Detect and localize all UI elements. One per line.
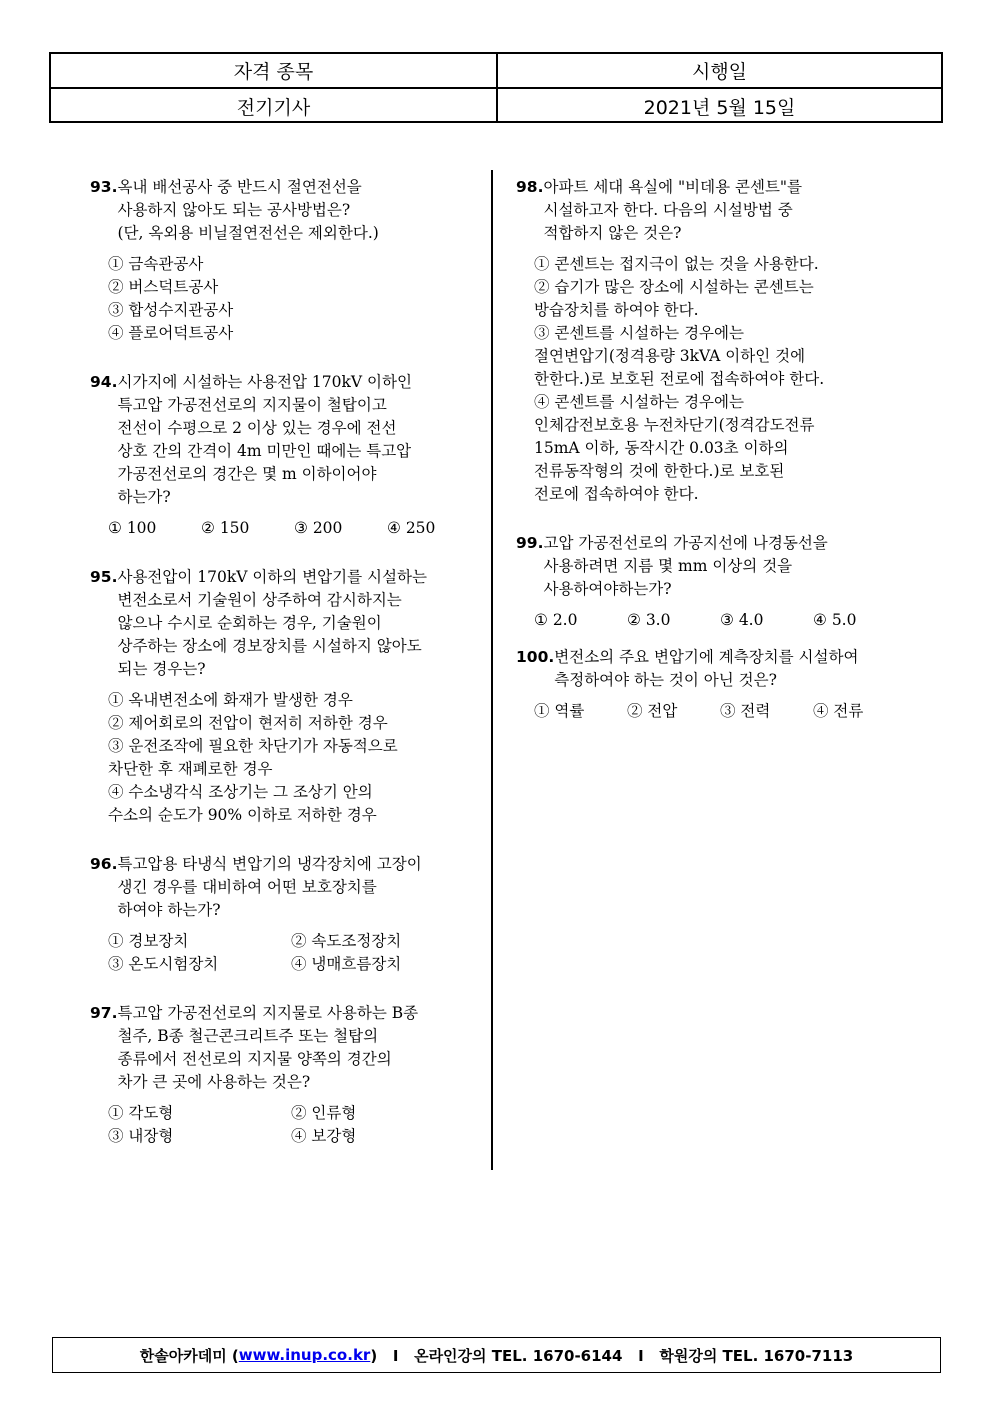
answer-option: ④ 콘센트를 시설하는 경우에는 인체감전보호용 누전차단기(정격감도전류 15mA 이하, 동작시간 0.03초 이하의 전류동작형의 것에 한한다.)로 보호된 전로에 접속하여야 한다. [534,393,815,503]
question-98 [516,176,916,506]
answer-option: ③ 콘센트를 시설하는 경우에는 절연변압기(정격용량 3kVA 이하인 것에 한한다.)로 보호된 전로에 접속하여야 한다. [534,324,825,388]
question-text: 특고압 가공전선로의 지지물로 사용하는 B종 철주, B종 철근콘크리트주 또는 철탑의 종류에서 전선로의 지지물 양쪽의 경간의 차가 큰 곳에 사용하는 것은? [117,1004,419,1091]
question-97 [90,1002,480,1148]
answer-option: ② 인류형 [291,1104,357,1122]
question-number: 94. [90,373,118,391]
question-number: 100. [516,648,555,666]
answer-option: ④ 플로어덕트공사 [108,324,234,342]
answer-option: ① 경보장치 [108,932,189,950]
answer-options [108,1102,480,1148]
answer-option: ③ 4.0 [720,611,764,629]
question-96 [90,853,480,976]
answer-option: ③ 200 [294,519,343,537]
answer-option: ① 금속관공사 [108,255,204,273]
question-stem [90,176,480,245]
question-number: 99. [516,534,544,552]
answer-option: ④ 250 [387,519,436,537]
exam-date-value: 2021년 5월 15일 [643,96,796,119]
question-number: 96. [90,855,118,873]
answer-options [108,689,480,827]
answer-option: ③ 내장형 [108,1127,174,1145]
answer-option: ① 각도형 [108,1104,174,1122]
left-column [90,176,480,1148]
answer-option: ② 제어회로의 전압이 현저히 저하한 경우 [108,714,388,732]
question-text: 변전소의 주요 변압기에 계측장치를 시설하여 측정하여야 하는 것이 아닌 것은? [554,648,859,689]
answer-options [108,930,480,976]
answer-option: ② 버스덕트공사 [108,278,219,296]
question-95 [90,566,480,827]
answer-options [108,253,480,345]
question-stem [516,176,916,245]
question-stem [90,566,480,681]
answer-option: ④ 냉매흐름장치 [291,955,402,973]
answer-options [534,253,916,506]
question-number: 98. [516,178,544,196]
answer-option: ③ 온도시험장치 [108,955,219,973]
question-text: 고압 가공전선로의 가공지선에 나경동선을 사용하려면 지름 몇 mm 이상의 것을 사용하여야하는가? [543,534,828,598]
question-99 [516,532,916,632]
question-stem [90,853,480,922]
answer-option: ① 2.0 [534,611,578,629]
question-93 [90,176,480,345]
exam-info-table [49,52,943,123]
answer-option: ② 속도조정장치 [291,932,402,950]
question-number: 93. [90,178,118,196]
question-text: 특고압용 타냉식 변압기의 냉각장치에 고장이 생긴 경우를 대비하여 어떤 보호장치를 하여야 하는가? [117,855,422,919]
qualification-value: 전기기사 [51,89,498,123]
footer [52,1337,941,1373]
answer-option: ① 100 [108,519,157,537]
answer-option: ④ 보강형 [291,1127,357,1145]
answer-options [534,609,916,632]
question-number: 95. [90,568,118,586]
question-stem [516,646,916,692]
answer-options [534,700,916,723]
question-stem [90,1002,480,1094]
column-divider [491,170,493,1170]
answer-options [108,517,480,540]
answer-option: ④ 전류 [813,702,864,720]
answer-option: ④ 5.0 [813,611,857,629]
question-number: 97. [90,1004,118,1022]
answer-option: ③ 합성수지관공사 [108,301,234,319]
exam-date-label: 시행일 [691,61,748,83]
question-100 [516,646,916,723]
answer-option: ② 전압 [627,702,678,720]
question-text: 옥내 배선공사 중 반드시 절연전선을 사용하지 않아도 되는 공사방법은? (단, 옥외용 비닐절연전선은 제외한다.) [117,178,379,242]
answer-option: ③ 운전조작에 필요한 차단기가 자동적으로 차단한 후 재폐로한 경우 [108,737,398,778]
footer-contacts: ) I 온라인강의 TEL. 1670-6144 I 학원강의 TEL. 1670-7113 [370,1346,854,1365]
right-column [516,176,916,723]
answer-option: ① 옥내변전소에 화재가 발생한 경우 [108,691,353,709]
answer-option: ① 콘센트는 접지극이 없는 것을 사용한다. [534,255,819,273]
answer-option: ① 역률 [534,702,585,720]
footer-academy: 한솔아카데미 ( [139,1346,239,1365]
question-stem [516,532,916,601]
header-label-row [51,54,941,87]
question-text: 시가지에 시설하는 사용전압 170kV 이하인 특고압 가공전선로의 지지물이 철탑이고 전선이 수평으로 2 이상 있는 경우에 전선 상호 간의 간격이 4m 미만인 때에는 특고압 가공전선로의 경간은 몇 m 이하이어야 하는가? [117,373,412,506]
header-value-row [51,87,941,123]
question-text: 사용전압이 170kV 이하의 변압기를 시설하는 변전소로서 기술원이 상주하여 감시하지는 않으나 수시로 순회하는 경우, 기술원이 상주하는 장소에 경보장치를 시설하지 않아도 되는 경우는? [117,568,427,678]
footer-website-link[interactable]: www.inup.co.kr [238,1346,371,1364]
answer-option: ③ 전력 [720,702,771,720]
answer-option: ② 습기가 많은 장소에 시설하는 콘센트는 방습장치를 하여야 한다. [534,278,814,319]
answer-option: ② 3.0 [627,611,671,629]
question-text: 아파트 세대 욕실에 "비데용 콘센트"를 시설하고자 한다. 다음의 시설방법 중 적합하지 않은 것은? [543,178,803,242]
answer-option: ④ 수소냉각식 조상기는 그 조상기 안의 수소의 순도가 90% 이하로 저하한 경우 [108,783,377,824]
question-stem [90,371,480,509]
answer-option: ② 150 [201,519,250,537]
question-94 [90,371,480,540]
qualification-label: 자격 종목 [51,54,498,87]
